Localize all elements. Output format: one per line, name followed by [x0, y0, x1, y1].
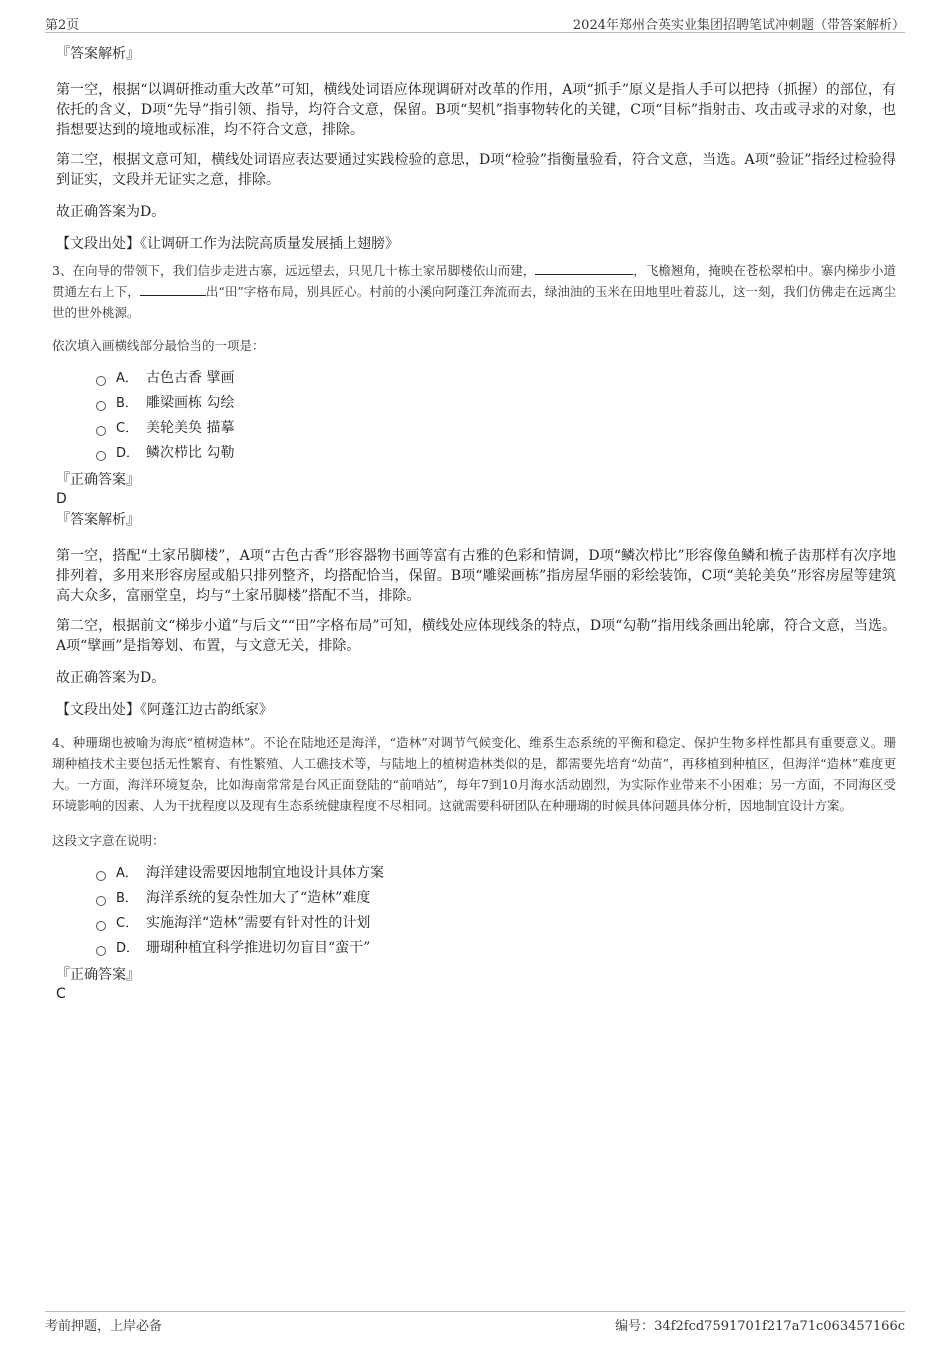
correct-answer-label: 『正确答案』 [56, 472, 140, 488]
q4-answer: C [56, 986, 66, 1002]
q3-options [96, 366, 896, 466]
q3-analysis-p2: 第二空，根据前文“梯步小道”与后文““田”字格布局”可知，横线处应体现线条的特点，D项“勾勒”指用线条画出轮廓，符合文意，当选。A项“擘画”是指筹划、布置，与文意无关，排除。 [56, 618, 896, 654]
q3-source: 【文段出处】《阿蓬江边古韵纸家》 [56, 702, 273, 718]
q4-options [96, 861, 896, 961]
q3-stem: 3、在向导的带领下，我们信步走进古寨，远远望去，只见几十栋土家吊脚楼依山而建， ，飞檐翘角，掩映在苍松翠柏中。寨内梯步小道贯通左右上下， 出“田”字格布局，别具匠心。村前的小溪向阿蓬江奔流而去，绿油油的玉米在田地里吐着蕊儿，这一刻，我们仿佛走在远离尘世的世外桃源。 [52, 260, 896, 323]
q3-prompt: 依次填入画横线部分最恰当的一项是： [52, 338, 265, 353]
q3-blank-1 [535, 260, 633, 275]
q2-analysis-p2: 第二空，根据文意可知，横线处词语应表达要通过实践检验的意思，D项“检验”指衡量验看，符合文意，当选。A项“验证”指经过检验得到证实，文段并无证实之意，排除。 [56, 152, 896, 188]
radio-icon[interactable] [96, 946, 106, 956]
radio-icon[interactable] [96, 451, 106, 461]
q4-stem: 4、种珊瑚也被喻为海底“植树造林”。不论在陆地还是海洋，“造林”对调节气候变化、维系生态系统的平衡和稳定、保护生物多样性都具有重要意义。珊瑚种植技术主要包括无性繁育、有性繁殖、人工礁技术等，与陆地上的植树造林类似的是，都需要先培育“幼苗”，再移植到种植区，但海洋“造林”难度更大。一方面，海洋环境复杂，比如海南常常是台风正面登陆的“前哨站”，每年7到10月海水活动剧烈，为实际作业带来不小困难；另一方面，不同海区受环境影响的因素、人为干扰程度以及现有生态系统健康程度不尽相同。这就需要科研团队在种珊瑚的时候具体问题具体分析，因地制宜设计方案。 [52, 735, 896, 813]
q4-option-a[interactable]: A． 海洋建设需要因地制宜地设计具体方案 [96, 861, 896, 886]
page-content [52, 44, 896, 1003]
document-code: 编号：34f2fcd7591701f217a71c063457166c [615, 1319, 905, 1334]
radio-icon[interactable] [96, 896, 106, 906]
q3-analysis-p1: 第一空，搭配“土家吊脚楼”，A项“古色古香”形容器物书画等富有古雅的色彩和情调，D项“鳞次栉比”形容像鱼鳞和梳子齿那样有次序地排列着，多用来形容房屋或船只排列整齐，均搭配恰当，保留。B项“雕梁画栋”指房屋华丽的彩绘装饰，C项“美轮美奂”形容房屋等建筑高大众多，富丽堂皇，均与“土家吊脚楼”搭配不当，排除。 [56, 548, 896, 604]
q3-option-b[interactable]: B． 雕梁画栋 勾绘 [96, 391, 896, 416]
q3-blank-2 [140, 281, 206, 296]
page-number: 第2页 [45, 18, 80, 33]
q3-option-a[interactable]: A． 古色古香 擘画 [96, 366, 896, 391]
radio-icon[interactable] [96, 401, 106, 411]
q3-option-d[interactable]: D． 鳞次栉比 勾勒 [96, 441, 896, 466]
q2-analysis-p1: 第一空，根据“以调研推动重大改革”可知，横线处词语应体现调研对改革的作用，A项“抓手”原义是指人手可以把持（抓握）的部位，有依托的含义，D项“先导”指引领、指导，均符合文意，保留。B项“契机”指事物转化的关键，C项“目标”指射击、攻击或寻求的对象，也指想要达到的境地或标准，均不符合文意，排除。 [56, 82, 896, 138]
q4-option-c[interactable]: C． 实施海洋“造林”需要有针对性的计划 [96, 911, 896, 936]
document-title: 2024年郑州合英实业集团招聘笔试冲刺题（带答案解析） [572, 18, 905, 33]
correct-answer-label: 『正确答案』 [56, 967, 140, 983]
q3-option-c[interactable]: C． 美轮美奂 描摹 [96, 416, 896, 441]
analysis-label: 『答案解析』 [56, 46, 140, 62]
page-footer [45, 1311, 905, 1333]
q4-option-b[interactable]: B． 海洋系统的复杂性加大了“造林”难度 [96, 886, 896, 911]
q4-prompt: 这段文字意在说明： [52, 833, 165, 848]
q3-conclusion: 故正确答案为D。 [56, 670, 166, 686]
radio-icon[interactable] [96, 426, 106, 436]
radio-icon[interactable] [96, 921, 106, 931]
q2-conclusion: 故正确答案为D。 [56, 204, 166, 220]
q4-option-d[interactable]: D． 珊瑚种植宜科学推进切勿盲目“蛮干” [96, 936, 896, 961]
q2-source: 【文段出处】《让调研工作为法院高质量发展插上翅膀》 [56, 236, 399, 252]
q3-answer: D [56, 491, 67, 507]
footer-slogan: 考前押题，上岸必备 [45, 1319, 163, 1334]
radio-icon[interactable] [96, 871, 106, 881]
analysis-label: 『答案解析』 [56, 512, 140, 528]
radio-icon[interactable] [96, 376, 106, 386]
page-header [45, 14, 905, 33]
